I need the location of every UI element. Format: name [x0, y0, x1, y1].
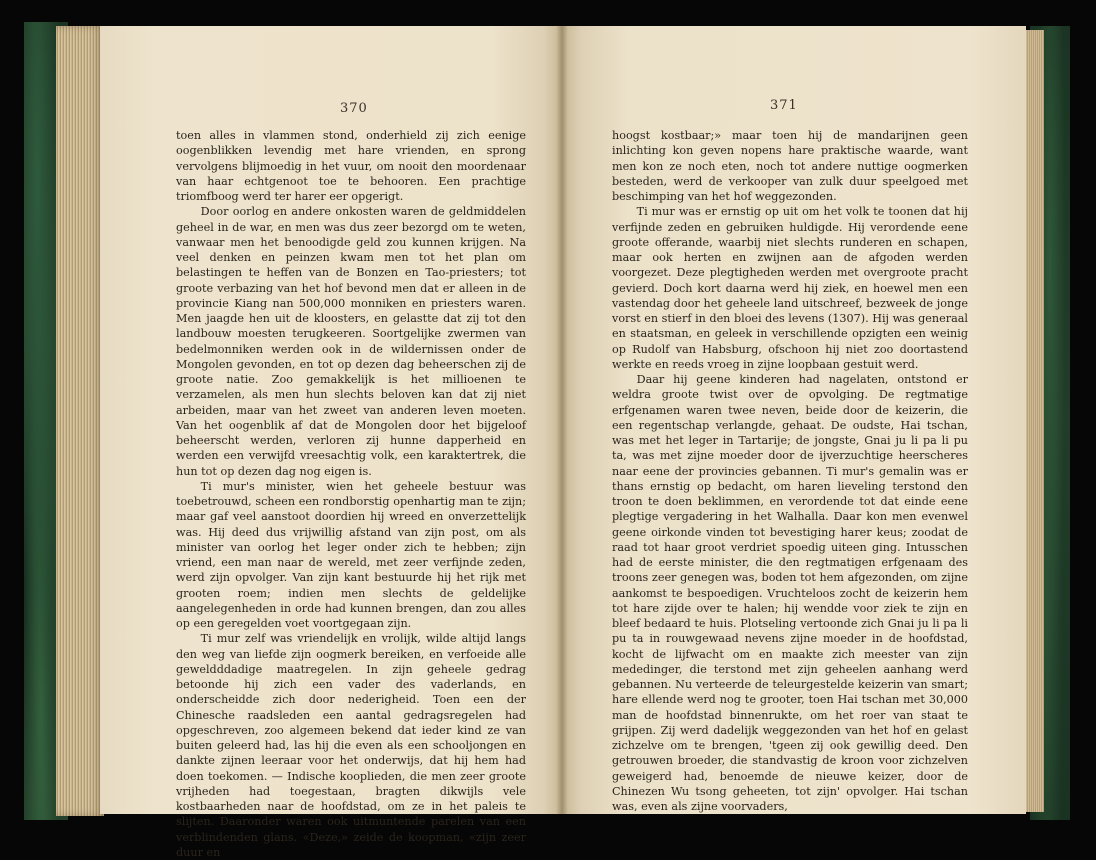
paragraph: toen alles in vlammen stond, onderhield zij zich eenige oogenblikken levendig met hare vrienden, en sprong vervolgens blijmoedig in het vuur, om nooit den moordenaar van haar echtgenoot toe te behooren. Een prachtige triomfboog werd ter harer eer opgerigt. — [176, 129, 526, 203]
right-page — [562, 26, 1026, 814]
book-gutter — [556, 26, 568, 814]
paragraph: Ti mur was er ernstig op uit om het volk te toonen dat hij verfijnde zeden en gebruiken huldigde. Hij verordende eene groote offerande, waarbij niet slechts runderen en schapen, maar ook herten en zwijnen aan de afgoden werden voorgezet. Deze plegtigheden werden met overgroote pracht gevierd. Doch kort daarna werd hij ziek, en hoewel men een vastendag door het geheele land uitschreef, bezweek de jonge vorst en stierf in den bloei des levens (1307). Hij was generaal en staatsman, en geleek in verschillende opzigten een weinig op Rudolf van Habsburg, ofschoon hij niet zoo doortastend werkte en reeds vroeg in zijne loopbaan gestuit werd. — [612, 205, 968, 371]
page-number: 370 — [340, 101, 368, 116]
page-number: 371 — [770, 98, 798, 113]
paragraph: hoogst kostbaar;» maar toen hij de mandarijnen geen inlichting kon geven nopens hare praktische waarde, want men kon ze noch eten, noch tot andere nuttige oogmerken besteden, werd de verkooper van zulk duur speelgoed met beschimping van het hof weggezonden. — [612, 129, 968, 203]
left-page — [100, 26, 562, 859]
paragraph: Ti mur zelf was vriendelijk en vrolijk, wilde altijd langs den weg van liefde zijn oogmerk bereiken, en verfoeide alle geweldddadige maatregelen. In zijn geheele gedrag betoonde hij zich een vader des vaderlands, en onderscheidde zich door nederigheid. Toen een der Chinesche raadsleden een aantal gedragsregelen had opgeschreven, zoo algemeen bekend dat ieder kind ze van buiten geleerd had, las hij die even als een schooljongen en dankte zijnen leeraar voor het onderwijs, dat hij hem had doen toekomen. — Indische kooplieden, die men zeer groote vrijheden had toegestaan, bragten dikwijls vele kostbaarheden naar de hoofdstad, om ze in het paleis te slijten. Daaronder waren ook uitmuntende parelen van een verblindenden glans. «Deze,» zeide de koopman, «zijn zeer duur en — [176, 632, 526, 859]
paragraph: Daar hij geene kinderen had nagelaten, ontstond er weldra groote twist over de opvolging. De regtmatige erfgenamen waren twee neven, beide door de keizerin, die een regentschap verlangde, gehaat. De oudste, Hai tschan, was met het leger in Tartarije; de jongste, Gnai ju li pa li pu ta, was met zijne moeder door de ijverzuchtige heerscheres naar eene der provincies gebannen. Ti mur's gemalin was er thans ernstig op bedacht, om haren lieveling terstond den troon te doen beklimmen, en verordende tot dat einde eene plegtige vergadering in het Walhalla. Daar kon men evenwel geene oirkonde vinden tot bevestiging harer keus; zoodat de raad tot haar groot verdriet spoedig uiteen ging. Intusschen had de eerste minister, die den regtmatigen erfgenaam des troons zeer genegen was, boden tot hem afgezonden, om zijne aankomst te bespoedigen. Vruchteloos zocht de keizerin hem tot hare zijde over te halen; hij wendde voor ziek te zijn en bleef bedaard te huis. Plotseling vertoonde zich Gnai ju li pa li pu ta in rouwgewaad nevens zijne moeder in de hoofdstad, kocht de lijfwacht om en maakte zich meester van zijn mededinger, die terstond met zijn geheelen aanhang werd gebannen. Nu verteerde de teleurgestelde keizerin van smart; hare ellende werd nog te grooter, toen Hai tschan met 30,000 man de hoofdstad binnenrukte, om het roer van staat te grijpen. Zij werd dadelijk weggezonden van het hof en gelast zichzelve om te brengen, 'tgeen zij ook gewillig deed. Den getrouwen broeder, die standvastig de kroon voor zichzelven geweigerd had, benoemde de nieuwe keizer, door de Chinezen Wu tsong geheeten, tot zijn' opvolger. Hai tschan was, even als zijne voorvaders, — [612, 373, 968, 813]
paragraph: Ti mur's minister, wien het geheele bestuur was toebetrouwd, scheen een rondborstig openhartig man te zijn; maar gaf veel aanstoot doordien hij wreed en onverzettelijk was. Hij deed dus vrijwillig afstand van zijn post, om als minister van oorlog het leger onder zich te hebben; zijn vriend, een man naar de wereld, met zeer verfijnde zeden, werd zijn opvolger. Van zijn kant bestuurde hij het rijk met grooten roem; indien men slechts de geldelijke aangelegenheden in orde had kunnen brengen, dan zou alles op een geregelden voet voortgegaan zijn. — [176, 479, 526, 630]
left-page-edges — [56, 26, 104, 816]
paragraph: Door oorlog en andere onkosten waren de geldmiddelen geheel in de war, en men was dus zeer bezorgd om te weten, vanwaar men het benoodigde geld zou kunnen krijgen. Na veel denken en peinzen kwam men tot het plan om belastingen te heffen van de Bonzen en Tao-priesters; tot groote verbazing van het hof bevond men dat er alleen in de provincie Kiang nan 500,000 monniken en priesters waren. Men jaagde hen uit de kloosters, en gelastte dat zij tot den landbouw moesten terugkeeren. Soortgelijke zwermen van bedelmonniken werden ook in de wildernissen onder de Mongolen gevonden, en tot op dezen dag beheerschen zij de groote natie. Zoo gemakkelijk is het millioenen te verzamelen, als men hun slechts beloven kan dat zij niet arbeiden, maar van het zweet van anderen leven moeten. Van het oogenblik af dat de Mongolen door het bijgeloof beheerscht werden, verloren zij hunne dapperheid en werden een verwijfd vreesachtig volk, een karaktertrek, die hun tot op dezen dag nog eigen is. — [176, 205, 526, 478]
page-body — [612, 128, 968, 814]
page-body — [176, 128, 526, 860]
